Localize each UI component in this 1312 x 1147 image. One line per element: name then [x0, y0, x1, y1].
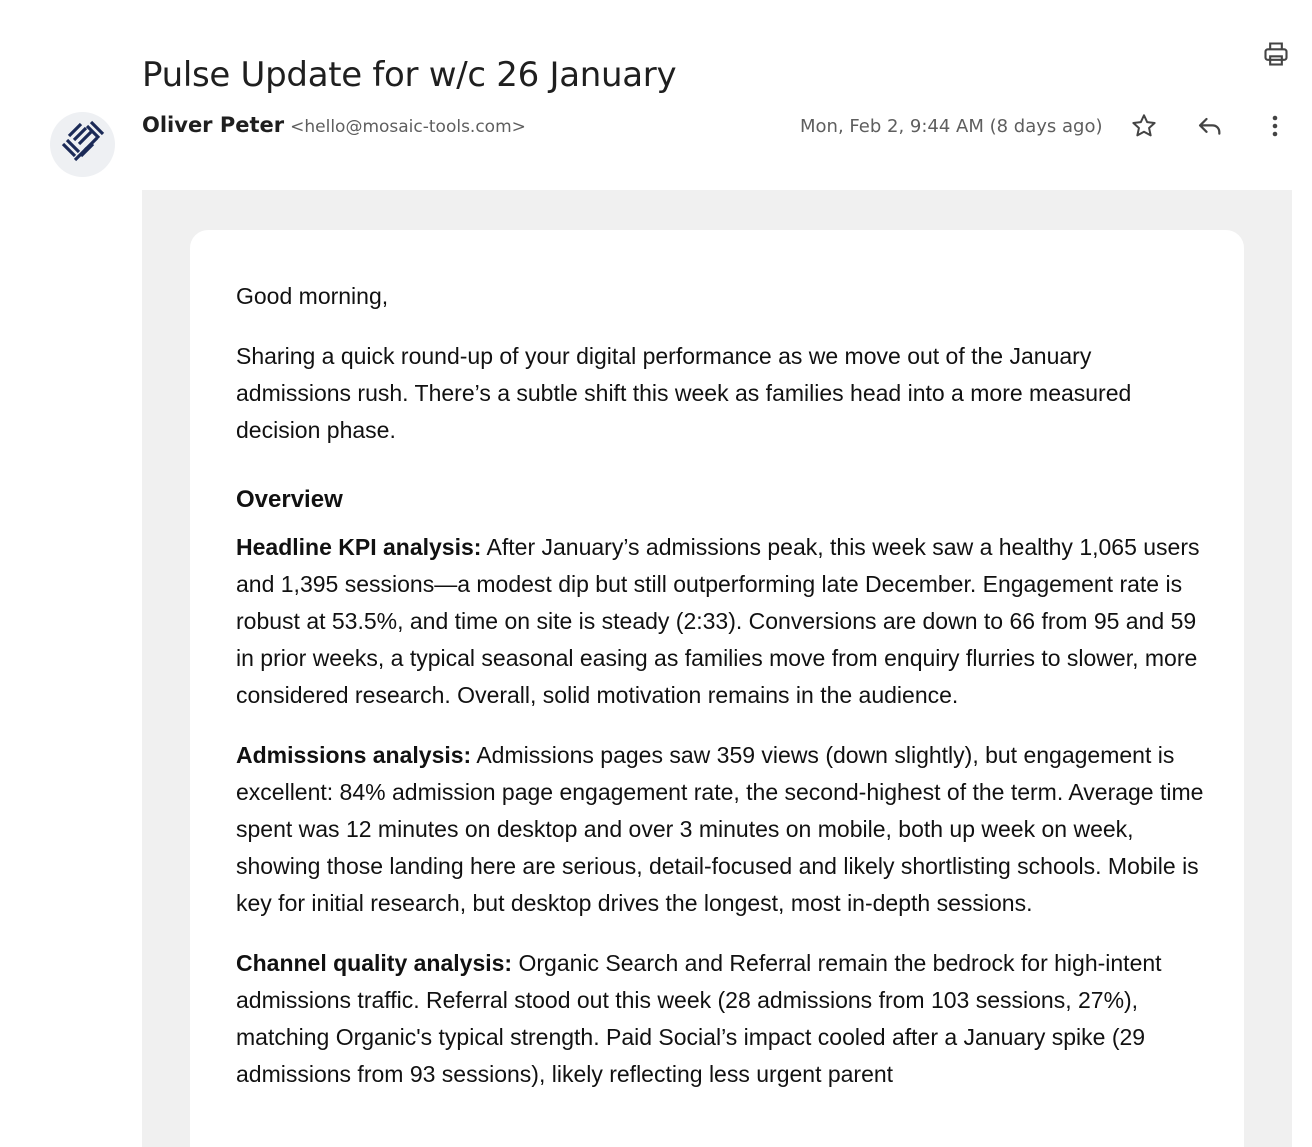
star-icon	[1130, 112, 1158, 145]
sender-name[interactable]: Oliver Peter	[142, 113, 285, 137]
channel-text: Organic Search and Referral remain the bedrock for high-intent admissions traffic. Referral stood out this week (28 admissions from 103 sessions, 27%), matching Organic's typical strength. Paid Social’s impact cooled after a January spike (29 admissions from 93 sessions), likely reflecting less urgent parent	[236, 950, 1162, 1087]
channel-label: Channel quality analysis:	[236, 950, 513, 976]
admissions-label: Admissions analysis:	[236, 742, 472, 768]
overview-heading: Overview	[236, 486, 343, 513]
reply-icon	[1196, 112, 1224, 145]
avatar[interactable]	[50, 112, 115, 177]
star-button[interactable]	[1126, 110, 1162, 146]
email-subject: Pulse Update for w/c 26 January	[142, 54, 677, 95]
reply-button[interactable]	[1192, 110, 1228, 146]
greeting: Good morning,	[236, 283, 389, 309]
email-date: Mon, Feb 2, 9:44 AM (8 days ago)	[800, 116, 1103, 137]
mosaic-logo-icon	[55, 114, 111, 175]
admissions-text: Admissions pages saw 359 views (down slightly), but engagement is excellent: 84% admission page engagement rate, the second-highest of the term. Average time spent was 12 minutes on desktop and over 3 minutes on mobile, both up week on week, showing those landing here are serious, detail-focused and likely shortlisting schools. Mobile is key for initial research, but desktop drives the longest, most in-depth sessions.	[236, 742, 1204, 916]
kpi-text: After January’s admissions peak, this week saw a healthy 1,065 users and 1,395 sessions—a modest dip but still outperforming late December. Engagement rate is robust at 53.5%, and time on site is steady (2:33). Conversions are down to 66 from 95 and 59 in prior weeks, a typical seasonal easing as families move from enquiry flurries to slower, more considered research. Overall, solid motivation remains in the audience.	[236, 534, 1200, 708]
intro-paragraph: Sharing a quick round-up of your digital performance as we move out of the January admissions rush. There’s a subtle shift this week as families head into a more measured decision phase.	[236, 343, 1132, 443]
kpi-paragraph	[236, 529, 1206, 714]
more-options-button[interactable]	[1257, 110, 1293, 146]
more-vertical-icon	[1263, 112, 1287, 145]
sender-email: <hello@mosaic-tools.com>	[290, 117, 526, 137]
kpi-label: Headline KPI analysis:	[236, 534, 482, 560]
print-icon	[1262, 40, 1290, 73]
email-body-container	[142, 190, 1292, 1147]
admissions-paragraph	[236, 737, 1206, 922]
sender-info	[142, 113, 526, 143]
channel-paragraph	[236, 945, 1206, 1093]
email-body	[236, 278, 1206, 1116]
print-button[interactable]	[1258, 38, 1294, 74]
email-body-card	[190, 230, 1244, 1147]
